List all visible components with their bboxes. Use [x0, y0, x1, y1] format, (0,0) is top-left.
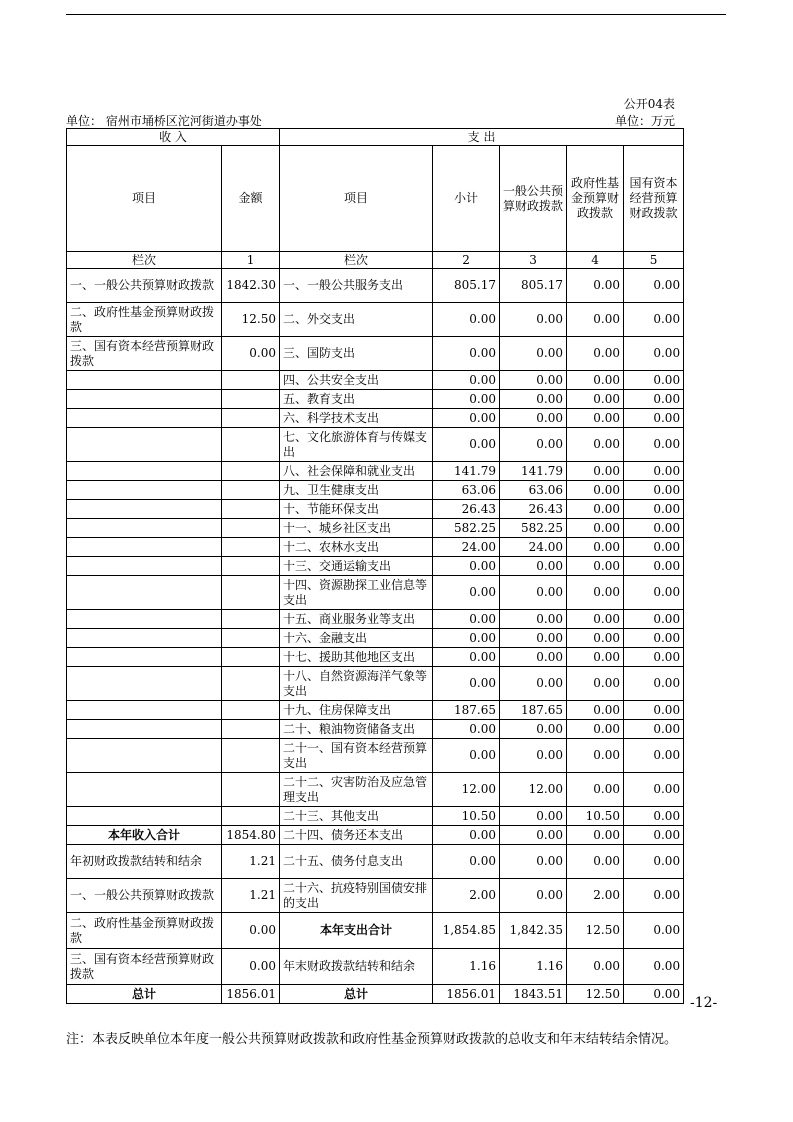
- table-row: [67, 807, 684, 826]
- state-capital-value: 0.00: [624, 576, 684, 610]
- gov-fund-value: 0.00: [567, 739, 624, 773]
- expense-item: 十五、商业服务业等支出: [280, 610, 433, 629]
- table-row: [67, 462, 684, 481]
- income-item: [67, 701, 222, 720]
- state-capital-value: 0.00: [624, 557, 684, 576]
- gov-fund-value: 0.00: [567, 648, 624, 667]
- state-capital-value: 0.00: [624, 481, 684, 500]
- gov-fund-value: 0.00: [567, 845, 624, 879]
- table-row: [67, 481, 684, 500]
- gov-fund-value: 12.50: [567, 913, 624, 949]
- subtotal-value: 0.00: [433, 409, 500, 428]
- expense-header: 支 出: [280, 129, 684, 146]
- income-item: 一、一般公共预算财政拨款: [67, 269, 222, 303]
- income-amount: 1.21: [222, 879, 280, 913]
- state-capital-value: 0.00: [624, 667, 684, 701]
- expense-item: 二十四、债务还本支出: [280, 826, 433, 845]
- income-amount: [222, 610, 280, 629]
- income-item: [67, 667, 222, 701]
- state-capital-value: 0.00: [624, 648, 684, 667]
- table-row: [67, 576, 684, 610]
- subtotal-value: 141.79: [433, 462, 500, 481]
- column-label: 栏次: [280, 252, 433, 269]
- subtotal-value: 0.00: [433, 576, 500, 610]
- subtotal-value: 1.16: [433, 949, 500, 985]
- expense-item: 十一、城乡社区支出: [280, 519, 433, 538]
- general-budget-value: 805.17: [500, 269, 567, 303]
- table-row: [67, 985, 684, 1004]
- income-item: [67, 576, 222, 610]
- state-capital-value: 0.00: [624, 913, 684, 949]
- state-capital-value: 0.00: [624, 610, 684, 629]
- gov-fund-value: 0.00: [567, 701, 624, 720]
- subtotal-value: 0.00: [433, 557, 500, 576]
- general-budget-value: 0.00: [500, 720, 567, 739]
- state-capital-value: 0.00: [624, 337, 684, 371]
- gov-fund-value: 0.00: [567, 390, 624, 409]
- table-row: [67, 913, 684, 949]
- subtotal-value: 0.00: [433, 648, 500, 667]
- expense-item: 十二、农林水支出: [280, 538, 433, 557]
- subtotal-value: 0.00: [433, 826, 500, 845]
- general-budget-value: 0.00: [500, 845, 567, 879]
- subtotal-value: 0.00: [433, 629, 500, 648]
- income-amount: [222, 807, 280, 826]
- state-capital-value: 0.00: [624, 269, 684, 303]
- general-budget-value: 1.16: [500, 949, 567, 985]
- subtotal-value: 187.65: [433, 701, 500, 720]
- table-row: [67, 845, 684, 879]
- table-row: [67, 269, 684, 303]
- general-budget-value: 0.00: [500, 371, 567, 390]
- table-body: [67, 269, 684, 1004]
- form-code: 公开04表: [623, 97, 675, 111]
- gov-fund-value: 0.00: [567, 629, 624, 648]
- expense-item: 二十一、国有资本经营预算支出: [280, 739, 433, 773]
- expense-item: 二、外交支出: [280, 303, 433, 337]
- income-item: 二、政府性基金预算财政拨款: [67, 913, 222, 949]
- expense-item: 十九、住房保障支出: [280, 701, 433, 720]
- income-item: [67, 462, 222, 481]
- table-row: [67, 500, 684, 519]
- income-amount: [222, 773, 280, 807]
- income-item-header: 项目: [67, 146, 222, 252]
- gov-fund-value: 0.00: [567, 481, 624, 500]
- income-item: [67, 739, 222, 773]
- table-row: [67, 879, 684, 913]
- general-budget-value: 141.79: [500, 462, 567, 481]
- general-budget-value: 187.65: [500, 701, 567, 720]
- income-amount: 0.00: [222, 949, 280, 985]
- income-amount: [222, 519, 280, 538]
- table-row: [67, 629, 684, 648]
- subtotal-value: 805.17: [433, 269, 500, 303]
- income-amount: [222, 557, 280, 576]
- general-budget-value: 0.00: [500, 303, 567, 337]
- subtotal-value: 24.00: [433, 538, 500, 557]
- income-amount: [222, 720, 280, 739]
- table-row: [67, 667, 684, 701]
- income-item: [67, 409, 222, 428]
- table-row: [67, 610, 684, 629]
- income-amount: 12.50: [222, 303, 280, 337]
- gov-fund-value: 0.00: [567, 500, 624, 519]
- state-capital-value: 0.00: [624, 538, 684, 557]
- column-number: 1: [222, 252, 280, 269]
- income-item: 本年收入合计: [67, 826, 222, 845]
- expense-item: 十七、援助其他地区支出: [280, 648, 433, 667]
- table-row: [67, 409, 684, 428]
- income-item: 二、政府性基金预算财政拨款: [67, 303, 222, 337]
- income-item: 三、国有资本经营预算财政拨款: [67, 949, 222, 985]
- state-capital-header: 国有资本经营预算财政拨款: [624, 146, 684, 252]
- subtotal-value: 26.43: [433, 500, 500, 519]
- gov-fund-value: 0.00: [567, 462, 624, 481]
- income-item: [67, 390, 222, 409]
- general-budget-value: 0.00: [500, 610, 567, 629]
- gov-fund-value: 0.00: [567, 409, 624, 428]
- subtotal-header: 小计: [433, 146, 500, 252]
- general-budget-value: 63.06: [500, 481, 567, 500]
- subtotal-value: 0.00: [433, 371, 500, 390]
- income-item: [67, 428, 222, 462]
- column-label: 栏次: [67, 252, 222, 269]
- subtotal-value: 0.00: [433, 845, 500, 879]
- state-capital-value: 0.00: [624, 720, 684, 739]
- general-budget-value: 0.00: [500, 807, 567, 826]
- income-amount: 1854.80: [222, 826, 280, 845]
- gov-fund-value: 12.50: [567, 985, 624, 1004]
- expense-item: 年末财政拨款结转和结余: [280, 949, 433, 985]
- income-amount: 1842.30: [222, 269, 280, 303]
- income-item: [67, 629, 222, 648]
- subtotal-value: 12.00: [433, 773, 500, 807]
- gov-fund-value: 0.00: [567, 269, 624, 303]
- income-item: [67, 500, 222, 519]
- general-budget-value: 0.00: [500, 337, 567, 371]
- income-header: 收 入: [67, 129, 280, 146]
- general-budget-value: 582.25: [500, 519, 567, 538]
- gov-fund-value: 0.00: [567, 428, 624, 462]
- table-row: [67, 949, 684, 985]
- income-amount: [222, 409, 280, 428]
- expense-item: 二十二、灾害防治及应急管理支出: [280, 773, 433, 807]
- subtotal-value: 1856.01: [433, 985, 500, 1004]
- gov-fund-value: 0.00: [567, 610, 624, 629]
- income-item: 年初财政拨款结转和结余: [67, 845, 222, 879]
- state-capital-value: 0.00: [624, 985, 684, 1004]
- budget-table: [66, 128, 684, 1004]
- general-budget-value: 0.00: [500, 648, 567, 667]
- general-budget-value: 0.00: [500, 557, 567, 576]
- gov-fund-value: 0.00: [567, 337, 624, 371]
- income-item: [67, 538, 222, 557]
- income-item: [67, 610, 222, 629]
- income-amount: [222, 701, 280, 720]
- state-capital-value: 0.00: [624, 701, 684, 720]
- table-row: [67, 303, 684, 337]
- subtotal-value: 0.00: [433, 667, 500, 701]
- gov-fund-value: 2.00: [567, 879, 624, 913]
- gov-fund-value: 0.00: [567, 557, 624, 576]
- table-row: [67, 648, 684, 667]
- currency-unit: 单位：万元: [614, 114, 675, 128]
- gov-fund-value: 0.00: [567, 576, 624, 610]
- state-capital-value: 0.00: [624, 390, 684, 409]
- income-amount: [222, 538, 280, 557]
- expense-item: 五、教育支出: [280, 390, 433, 409]
- income-amount: [222, 390, 280, 409]
- expense-item: 十八、自然资源海洋气象等支出: [280, 667, 433, 701]
- table-row: [67, 337, 684, 371]
- general-budget-value: 0.00: [500, 576, 567, 610]
- expense-item: 二十六、抗疫特别国债安排的支出: [280, 879, 433, 913]
- general-budget-value: 1,842.35: [500, 913, 567, 949]
- income-amount: [222, 371, 280, 390]
- state-capital-value: 0.00: [624, 371, 684, 390]
- gov-fund-value: 0.00: [567, 826, 624, 845]
- income-amount: [222, 667, 280, 701]
- expense-item: 总计: [280, 985, 433, 1004]
- state-capital-value: 0.00: [624, 409, 684, 428]
- expense-item: 十六、金融支出: [280, 629, 433, 648]
- expense-item: 本年支出合计: [280, 913, 433, 949]
- expense-item: 七、文化旅游体育与传媒支出: [280, 428, 433, 462]
- income-item: [67, 371, 222, 390]
- expense-item: 二十三、其他支出: [280, 807, 433, 826]
- income-amount: [222, 648, 280, 667]
- gov-fund-value: 0.00: [567, 773, 624, 807]
- state-capital-value: 0.00: [624, 519, 684, 538]
- income-item: [67, 720, 222, 739]
- table-row: [67, 428, 684, 462]
- state-capital-value: 0.00: [624, 428, 684, 462]
- income-item: [67, 519, 222, 538]
- table-row: [67, 826, 684, 845]
- income-amount: [222, 428, 280, 462]
- general-budget-value: 26.43: [500, 500, 567, 519]
- gov-fund-value: 0.00: [567, 667, 624, 701]
- subtotal-value: 0.00: [433, 390, 500, 409]
- table-row: [67, 773, 684, 807]
- income-item: [67, 773, 222, 807]
- column-number: 5: [624, 252, 684, 269]
- general-budget-header: 一般公共预算财政拨款: [500, 146, 567, 252]
- expense-item: 六、科学技术支出: [280, 409, 433, 428]
- income-item: [67, 648, 222, 667]
- general-budget-value: 0.00: [500, 428, 567, 462]
- table-row: [67, 557, 684, 576]
- expense-item: 九、卫生健康支出: [280, 481, 433, 500]
- income-item: 总计: [67, 985, 222, 1004]
- income-item: [67, 557, 222, 576]
- general-budget-value: 12.00: [500, 773, 567, 807]
- expense-item: 四、公共安全支出: [280, 371, 433, 390]
- state-capital-value: 0.00: [624, 807, 684, 826]
- page-number: -12-: [690, 995, 718, 1011]
- income-item: [67, 807, 222, 826]
- subtotal-value: 10.50: [433, 807, 500, 826]
- subtotal-value: 582.25: [433, 519, 500, 538]
- table-row: [67, 538, 684, 557]
- state-capital-value: 0.00: [624, 629, 684, 648]
- income-amount: [222, 739, 280, 773]
- subtotal-value: 0.00: [433, 337, 500, 371]
- income-amount: 1856.01: [222, 985, 280, 1004]
- state-capital-value: 0.00: [624, 879, 684, 913]
- table-row: [67, 519, 684, 538]
- income-amount: 0.00: [222, 913, 280, 949]
- column-number: 2: [433, 252, 500, 269]
- column-number: 4: [567, 252, 624, 269]
- subtotal-value: 2.00: [433, 879, 500, 913]
- subtotal-value: 0.00: [433, 610, 500, 629]
- gov-fund-value: 0.00: [567, 538, 624, 557]
- general-budget-value: 0.00: [500, 667, 567, 701]
- income-amount: 0.00: [222, 337, 280, 371]
- state-capital-value: 0.00: [624, 462, 684, 481]
- income-amount: 1.21: [222, 845, 280, 879]
- general-budget-value: 0.00: [500, 826, 567, 845]
- state-capital-value: 0.00: [624, 773, 684, 807]
- gov-fund-value: 0.00: [567, 949, 624, 985]
- income-item: [67, 481, 222, 500]
- general-budget-value: 1843.51: [500, 985, 567, 1004]
- gov-fund-value: 0.00: [567, 720, 624, 739]
- expense-item: 一、一般公共服务支出: [280, 269, 433, 303]
- expense-item: 十四、资源勘探工业信息等支出: [280, 576, 433, 610]
- income-amount-header: 金额: [222, 146, 280, 252]
- top-rule: [66, 14, 726, 15]
- subtotal-value: 1,854.85: [433, 913, 500, 949]
- gov-fund-value: 0.00: [567, 519, 624, 538]
- income-item: 一、一般公共预算财政拨款: [67, 879, 222, 913]
- table-row: [67, 701, 684, 720]
- income-amount: [222, 481, 280, 500]
- income-amount: [222, 462, 280, 481]
- table-row: [67, 739, 684, 773]
- state-capital-value: 0.00: [624, 303, 684, 337]
- expense-item: 二十五、债务付息支出: [280, 845, 433, 879]
- general-budget-value: 0.00: [500, 739, 567, 773]
- table-row: [67, 390, 684, 409]
- expense-item: 十三、交通运输支出: [280, 557, 433, 576]
- general-budget-value: 0.00: [500, 390, 567, 409]
- income-amount: [222, 629, 280, 648]
- reporting-unit: 单位： 宿州市埇桥区沱河街道办事处: [66, 114, 262, 128]
- table-note: 注：本表反映单位本年度一般公共预算财政拨款和政府性基金预算财政拨款的总收支和年末结转结余情况。: [66, 1032, 678, 1047]
- gov-fund-value: 0.00: [567, 303, 624, 337]
- expense-item: 三、国防支出: [280, 337, 433, 371]
- state-capital-value: 0.00: [624, 500, 684, 519]
- general-budget-value: 0.00: [500, 879, 567, 913]
- income-item: 三、国有资本经营预算财政拨款: [67, 337, 222, 371]
- expense-item: 二十、粮油物资储备支出: [280, 720, 433, 739]
- gov-fund-value: 10.50: [567, 807, 624, 826]
- table-row: [67, 720, 684, 739]
- general-budget-value: 0.00: [500, 409, 567, 428]
- expense-item-header: 项目: [280, 146, 433, 252]
- subtotal-value: 0.00: [433, 428, 500, 462]
- subtotal-value: 0.00: [433, 720, 500, 739]
- subtotal-value: 0.00: [433, 739, 500, 773]
- subtotal-value: 0.00: [433, 303, 500, 337]
- general-budget-value: 24.00: [500, 538, 567, 557]
- income-amount: [222, 500, 280, 519]
- gov-fund-value: 0.00: [567, 371, 624, 390]
- state-capital-value: 0.00: [624, 845, 684, 879]
- state-capital-value: 0.00: [624, 826, 684, 845]
- expense-item: 八、社会保障和就业支出: [280, 462, 433, 481]
- state-capital-value: 0.00: [624, 739, 684, 773]
- table-row: [67, 371, 684, 390]
- subtotal-value: 63.06: [433, 481, 500, 500]
- expense-item: 十、节能环保支出: [280, 500, 433, 519]
- gov-fund-header: 政府性基金预算财政拨款: [567, 146, 624, 252]
- column-number: 3: [500, 252, 567, 269]
- state-capital-value: 0.00: [624, 949, 684, 985]
- general-budget-value: 0.00: [500, 629, 567, 648]
- income-amount: [222, 576, 280, 610]
